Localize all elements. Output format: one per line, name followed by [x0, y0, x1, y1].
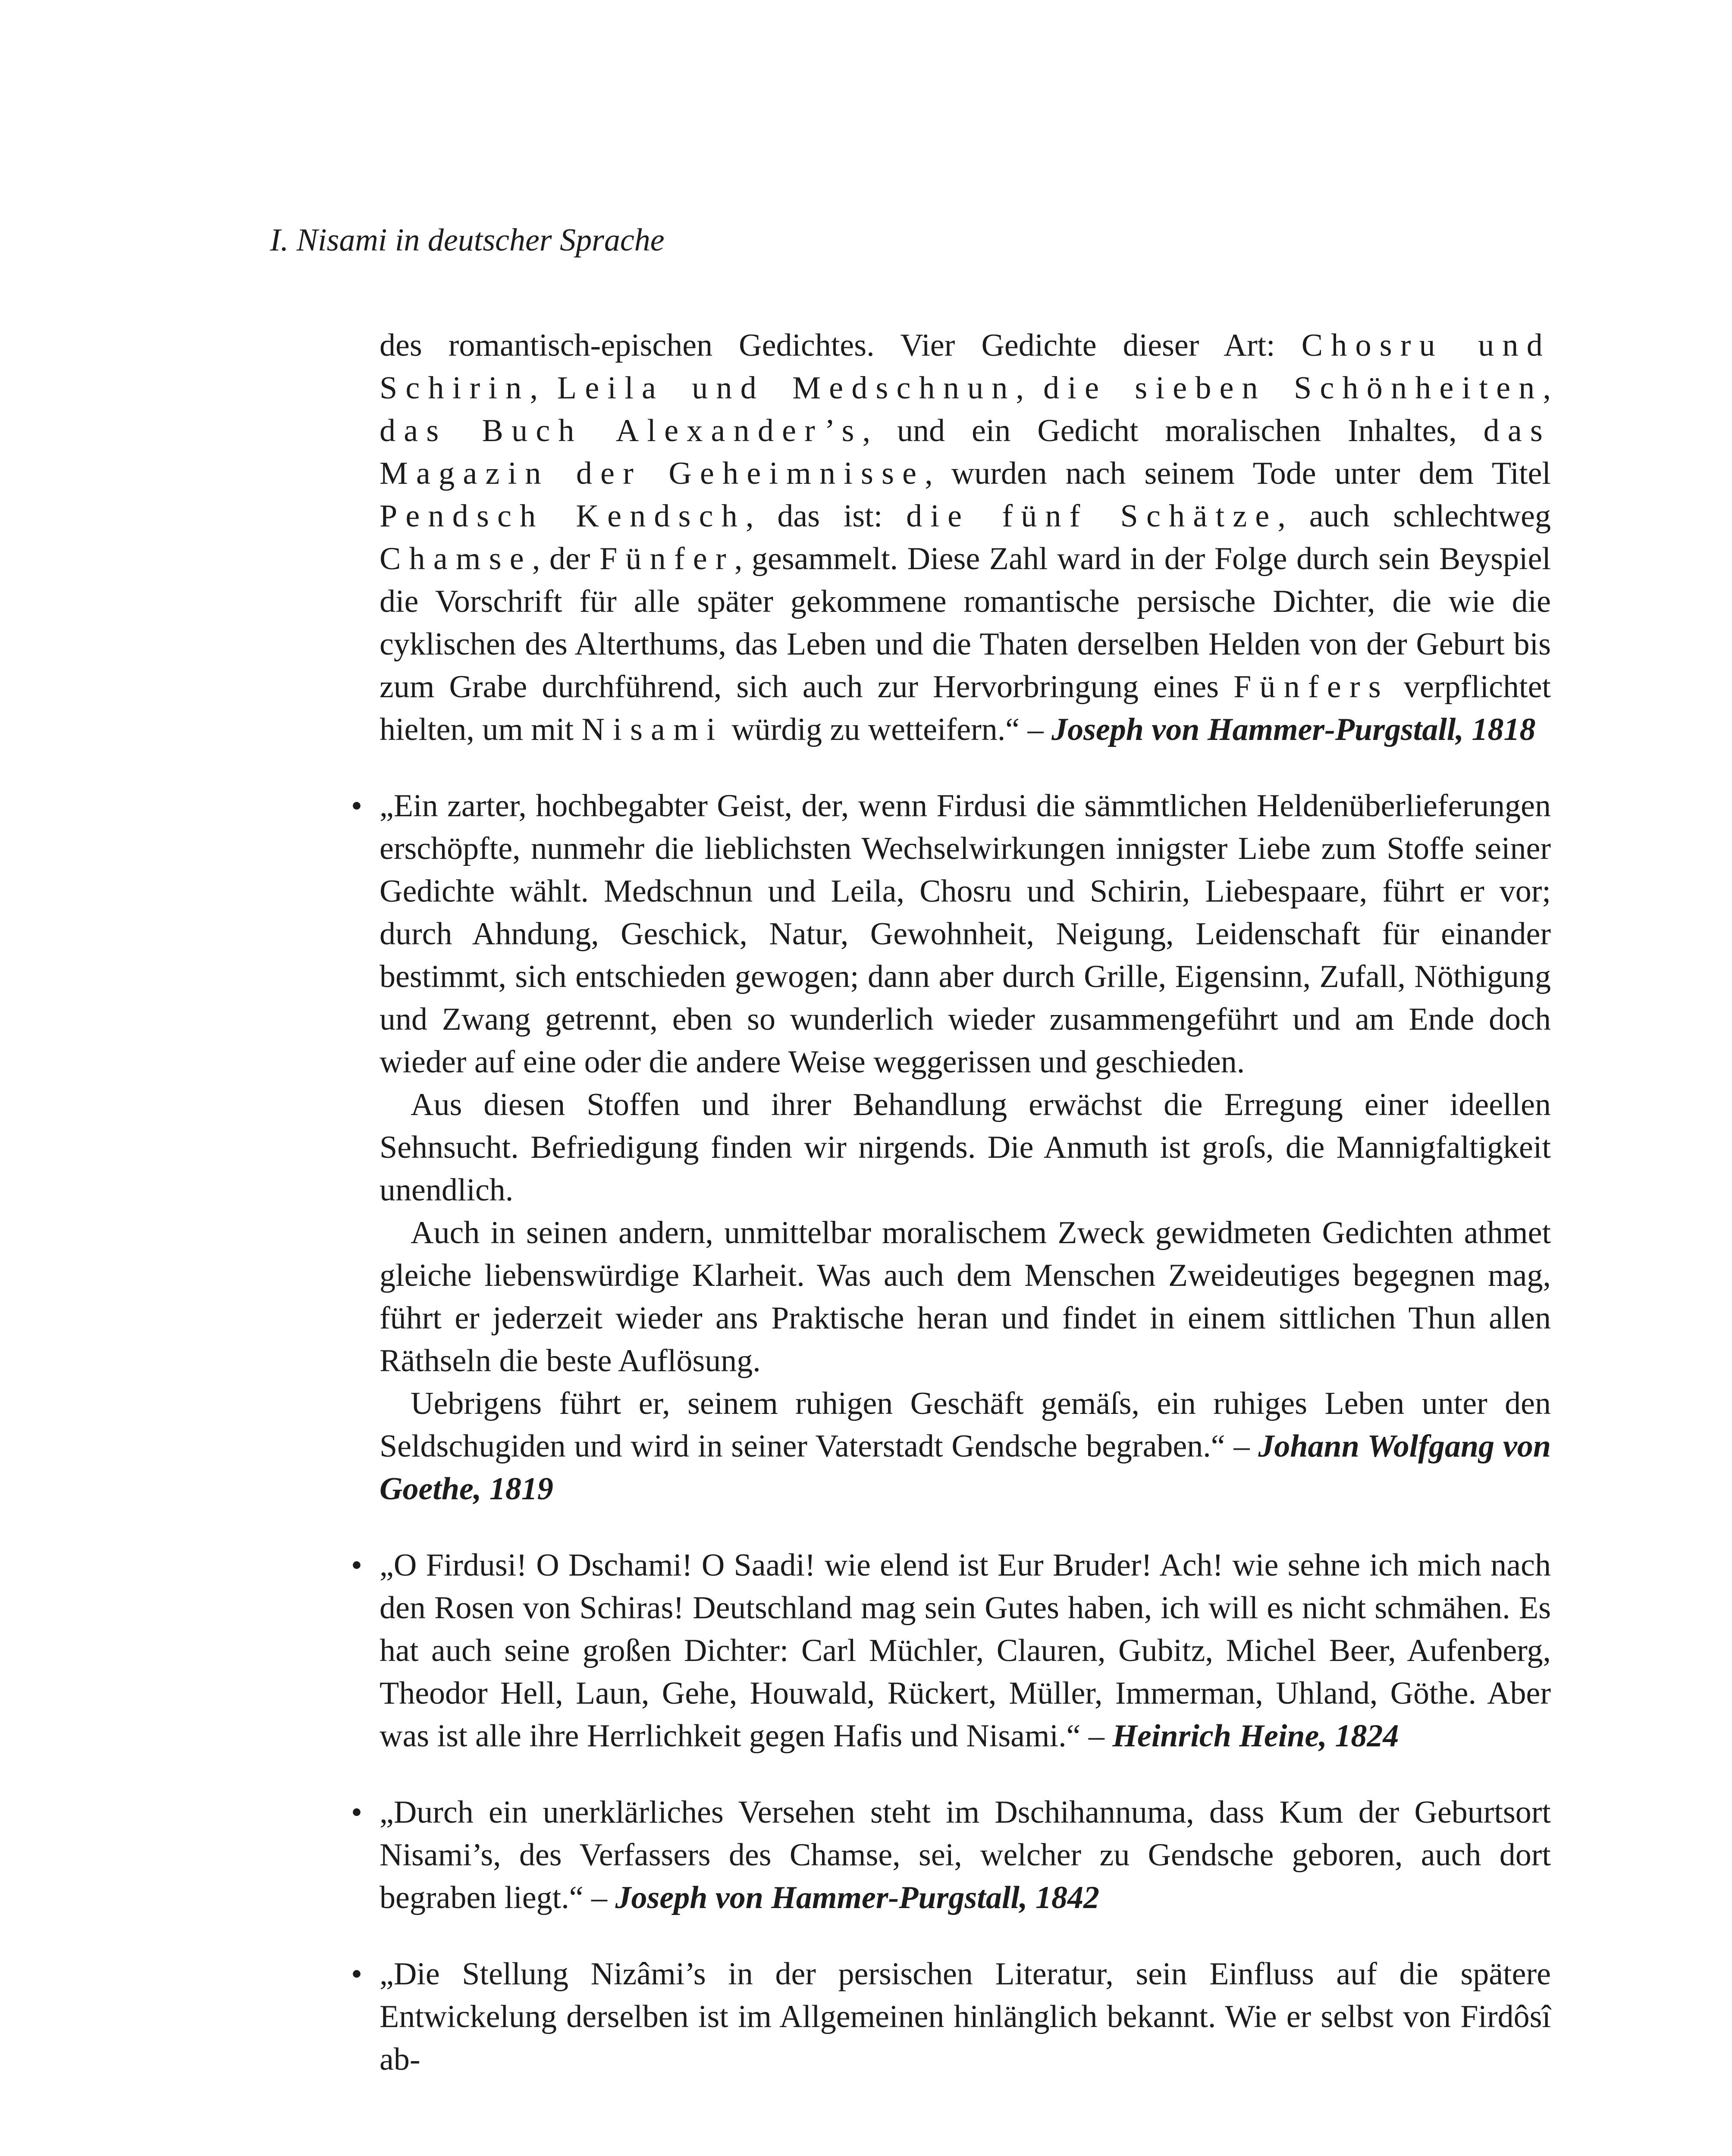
text-run: würdig zu wetteifern.“ – [723, 712, 1052, 747]
text-run: „Durch ein unerklärliches Versehen steht im Dschihannuma, dass Kum der Geburtsort Nisami’s, des Verfassers des Chamse, sei, welcher zu Gendsche geboren, auch dort begraben liegt.“ – [380, 1795, 1551, 1915]
spaced-title: Fünfer [599, 541, 734, 577]
quote-attribution: Johann Wolfgang von Goethe, 1819 [380, 1429, 1551, 1507]
quote-hammer-1842 [351, 1791, 1551, 1919]
quote-paragraph [380, 785, 1551, 1084]
text-run: , wurden nach seinem Tode unter dem Titel [925, 456, 1551, 491]
quote-paragraph [380, 1544, 1551, 1758]
quote-attribution: Joseph von Hammer-Purgstall, 1842 [615, 1880, 1099, 1915]
spaced-title: Fünfers [1233, 669, 1389, 705]
quote-paragraph [380, 1212, 1551, 1382]
body-text [351, 324, 1551, 2081]
spaced-title: Chamse [380, 541, 532, 577]
bullet-marker: • [351, 1548, 362, 1583]
running-head: I. Nisami in deutscher Sprache [270, 222, 665, 258]
spaced-title: Leila und Medschnun [557, 370, 1016, 406]
text-run: , der [532, 541, 600, 577]
text-run: „O Firdusi! O Dschami! O Saadi! wie elend ist Eur Bruder! Ach! wie sehne ich mich nach den Rosen von Schiras! Deutschland mag sein Gutes haben, ich will es nicht schmähen. Es hat auch seine großen Dichter: Carl Müchler, Clauren, Gubitz, Michel Beer, Aufenberg, Theodor Hell, Laun, Gehe, Houwald, Rückert, Müller, Immerman, Uhland, Göthe. Aber was ist alle ihre Herrlichkeit gegen Hafis und Nisami.“ – [380, 1548, 1551, 1754]
text-run: des romantisch-epischen Gedichtes. Vier Gedichte dieser Art: [380, 328, 1302, 363]
quote-goethe-1819 [351, 785, 1551, 1510]
text-run: , gesammelt. Diese Zahl ward in der Folge durch sein Beyspiel die Vorschrift für alle später gekommene romantische persische Dichter, die wie die cyklischen des Alterthums, das Leben und die Thaten derselben Helden von der Geburt bis zum Grabe durchführend, sich auch zur Hervorbringung eines [380, 541, 1551, 705]
quote-paragraph [380, 1953, 1551, 2081]
quote-nizami-literatur [351, 1953, 1551, 2081]
spaced-title: das Buch Alexander’s [380, 413, 863, 448]
text-run: „Ein zarter, hochbegabter Geist, der, wenn Firdusi die sämmtlichen Heldenüberlieferungen erschöpfte, nunmehr die lieblichsten Wechselwirkungen innigster Liebe zum Stoffe seiner Gedichte wählt. Medschnun und Leila, Chosru und Schirin, Liebespaare, führt er vor; durch Ahndung, Geschick, Natur, Gewohnheit, Neigung, Leidenschaft für einander bestimmt, sich entschieden gewogen; dann aber durch Grille, Eigensinn, Zufall, Nöthigung und Zwang getrennt, eben so wunderlich wieder zusammengeführt und am Ende doch wieder auf eine oder die andere Weise weggerissen und geschieden. [380, 788, 1551, 1080]
spaced-title: Pendsch Kendsch [380, 498, 746, 534]
text-run: verpflichtet hielten, um mit [380, 669, 1551, 747]
quote-paragraph [380, 1791, 1551, 1919]
spaced-title: die sieben Schönheiten [1043, 370, 1543, 406]
text-run: , [1543, 370, 1551, 406]
text-run: , [530, 370, 557, 406]
text-run: Uebrigens führt er, seinem ruhigen Geschäft gemäſs, ein ruhiges Leben unter den Seldschugiden und wird in seiner Vaterstadt Gendsche begraben.“ – [380, 1386, 1551, 1464]
spaced-title: das Magazin der Geheimnisse [380, 413, 1551, 491]
text-run: , das ist: [746, 498, 907, 534]
text-run: , und ein Gedicht moralischen Inhaltes, [862, 413, 1484, 448]
text-run: Auch in seinen andern, unmittelbar moralischem Zweck gewidmeten Gedichten athmet gleiche liebenswürdige Klarheit. Was auch dem Menschen Zweideutiges begegnen mag, führt er jederzeit wieder ans Praktische heran und findet in einem sittlichen Thun allen Räthseln die beste Auflösung. [380, 1215, 1551, 1379]
text-run: Aus diesen Stoffen und ihrer Behandlung erwächst die Erregung einer ideellen Sehnsucht. Befriedigung finden wir nirgends. Die Anmuth ist groſs, die Mannigfaltigkeit unendlich. [380, 1087, 1551, 1208]
quote-paragraph [380, 1084, 1551, 1212]
text-run: , auch schlechtweg [1277, 498, 1551, 534]
quote-attribution: Heinrich Heine, 1824 [1112, 1718, 1399, 1754]
spaced-title: die fünf Schätze [906, 498, 1278, 534]
text-run: , [1016, 370, 1044, 406]
quote-attribution: Joseph von Hammer-Purgstall, 1818 [1051, 712, 1536, 747]
quote-paragraph [380, 324, 1551, 751]
bullet-marker: • [351, 1795, 362, 1830]
spaced-title: Chosru und Schirin [380, 328, 1551, 406]
quote-heine-1824 [351, 1544, 1551, 1758]
bullet-marker: • [351, 1956, 362, 1992]
spaced-title: Nisami [581, 712, 724, 747]
quote-paragraph [380, 1382, 1551, 1510]
bullet-marker: • [351, 788, 362, 824]
text-run: „Die Stellung Nizâmi’s in der persischen Literatur, sein Einfluss auf die spätere Entwickelung derselben ist im Allgemeinen hinlänglich bekannt. Wie er selbst von Firdôsî ab- [380, 1956, 1551, 2077]
quote-hammer-1818 [380, 324, 1551, 751]
